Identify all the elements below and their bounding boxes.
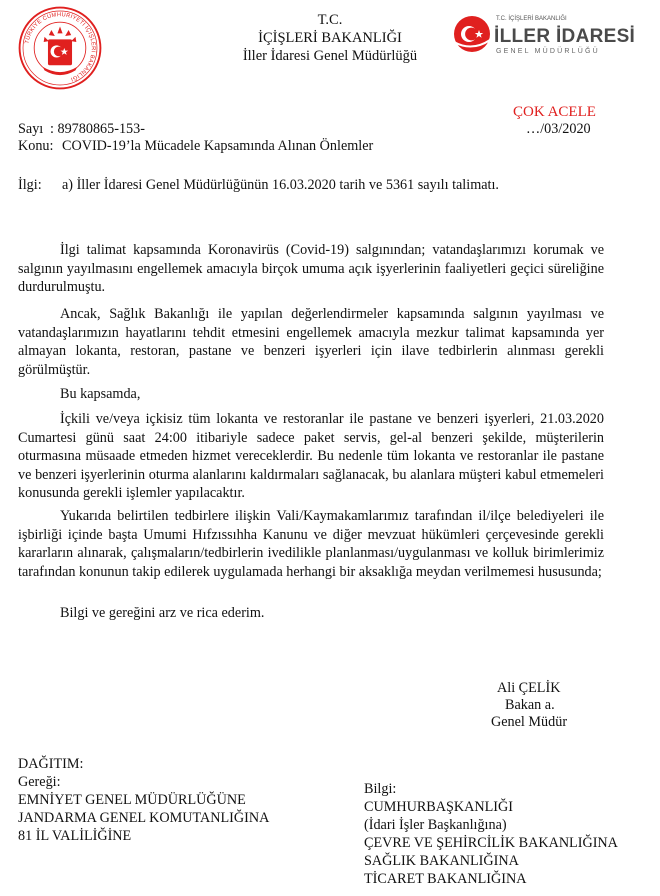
ministry-seal-icon xyxy=(17,5,103,91)
ilgi-value: a) İller İdaresi Genel Müdürlüğünün 16.03.2020 tarih ve 5361 sayılı talimatı. xyxy=(62,177,499,193)
logo-title: İLLER İDARESİ xyxy=(494,26,636,47)
paragraph-5: Yukarıda belirtilen tedbirlere ilişkin Vali/Kaymakamlarımız tarafından il/ilçe belediyeleri ile işbirliği içinde başta Umumi Hıfzıssıhha Kanunu ve diğer mevzuat hükümleri çerçevesinde gerekli kararların alınarak, çalışmaların/tedbirlerin ivedilikle planlanması/uygulanması ve kolluk birimlerimiz tarafından konunun takip edilerek uygulamada herhangi bir aksaklığa meydan verilmemesi hususunda; xyxy=(18,508,604,580)
distribution-title: DAĞITIM: xyxy=(18,756,84,772)
logo-small-text: T.C. İÇİŞLERİ BAKANLIĞI xyxy=(496,16,567,22)
bilgi-item: TİCARET BAKANLIĞINA xyxy=(364,871,527,887)
gereği-item: EMNİYET GENEL MÜDÜRLÜĞÜNE xyxy=(18,792,246,808)
paragraph-2: Ancak, Sağlık Bakanlığı ile yapılan değerlendirmeler kapsamında salgının yayılması ve vatandaşlarımızın hayatlarını tehdit etmesini engellemek amacıyla mezkur talimat kapsamında yer almayan lokanta, restoran, pastane ve benzeri işyerleri için ilave tedbirlerin alınması gerekli görülmüştür. xyxy=(18,306,604,378)
logo-subtitle: GENEL MÜDÜRLÜĞÜ xyxy=(496,48,600,55)
sayi-value: : 89780865-153- xyxy=(50,121,145,137)
ilgi-label: İlgi: xyxy=(18,177,42,193)
gereği-item: JANDARMA GENEL KOMUTANLIĞINA xyxy=(18,810,270,826)
signer-name: Ali ÇELİK xyxy=(497,680,561,696)
urgency-label: ÇOK ACELE xyxy=(513,104,596,120)
bilgi-item: SAĞLIK BAKANLIĞINA xyxy=(364,853,519,869)
paragraph-1: İlgi talimat kapsamında Koronavirüs (Covid-19) salgınından; vatandaşlarımızı korumak ve salgının yayılmasını engellemek amacıyla birçok umuma açık işyerlerinin faaliyetleri geçici süreliğine durdurulmuştu. xyxy=(18,242,604,295)
gereği-label: Gereği: xyxy=(18,774,61,790)
header-directorate: İller İdaresi Genel Müdürlüğü xyxy=(242,48,418,64)
bilgi-item: (İdari İşler Başkanlığına) xyxy=(364,817,507,833)
konu-label: Konu: xyxy=(18,138,54,154)
header-ministry: İÇİŞLERİ BAKANLIĞI xyxy=(258,30,402,46)
konu-value: COVID-19’la Mücadele Kapsamında Alınan Önlemler xyxy=(62,138,374,154)
paragraph-3: Bu kapsamda, xyxy=(60,386,141,402)
bilgi-item: ÇEVRE VE ŞEHİRCİLİK BAKANLIĞINA xyxy=(364,835,618,851)
document-date: …/03/2020 xyxy=(526,121,591,137)
paragraph-6: Bilgi ve gereğini arz ve rica ederim. xyxy=(60,605,265,621)
bilgi-item: CUMHURBAŞKANLIĞI xyxy=(364,799,513,815)
paragraph-4: İçkili ve/veya içkisiz tüm lokanta ve restoranlar ile pastane ve benzeri işyerleri, 21.03.2020 Cumartesi günü saat 24:00 itibariyle sadece paket servis, gel-al benzeri şekilde, müşterilerin oturmasına müsaade etmeden hizmet vereceklerdir. Bu nedenle tüm lokanta ve restoranlar ile pastane ve benzeri işyerlerinin oturma alanlarını kaldırmaları sağlanacak, bu alanlara müşteri kabul etmemeleri konusunda gerekli işlemler yapılacaktır. xyxy=(18,411,604,501)
gereği-item: 81 İL VALİLİĞİNE xyxy=(18,828,132,844)
svg-text:TÜRKİYE CUMHURİYETİ İÇİŞLERİ B: TÜRKİYE CUMHURİYETİ İÇİŞLERİ BAKANLIĞI xyxy=(24,12,96,82)
sayi-label: Sayı xyxy=(18,121,44,137)
signer-title-2: Genel Müdür xyxy=(491,714,568,730)
bilgi-label: Bilgi: xyxy=(364,781,397,797)
header-line-tc: T.C. xyxy=(317,12,343,28)
signer-title-1: Bakan a. xyxy=(505,697,555,713)
